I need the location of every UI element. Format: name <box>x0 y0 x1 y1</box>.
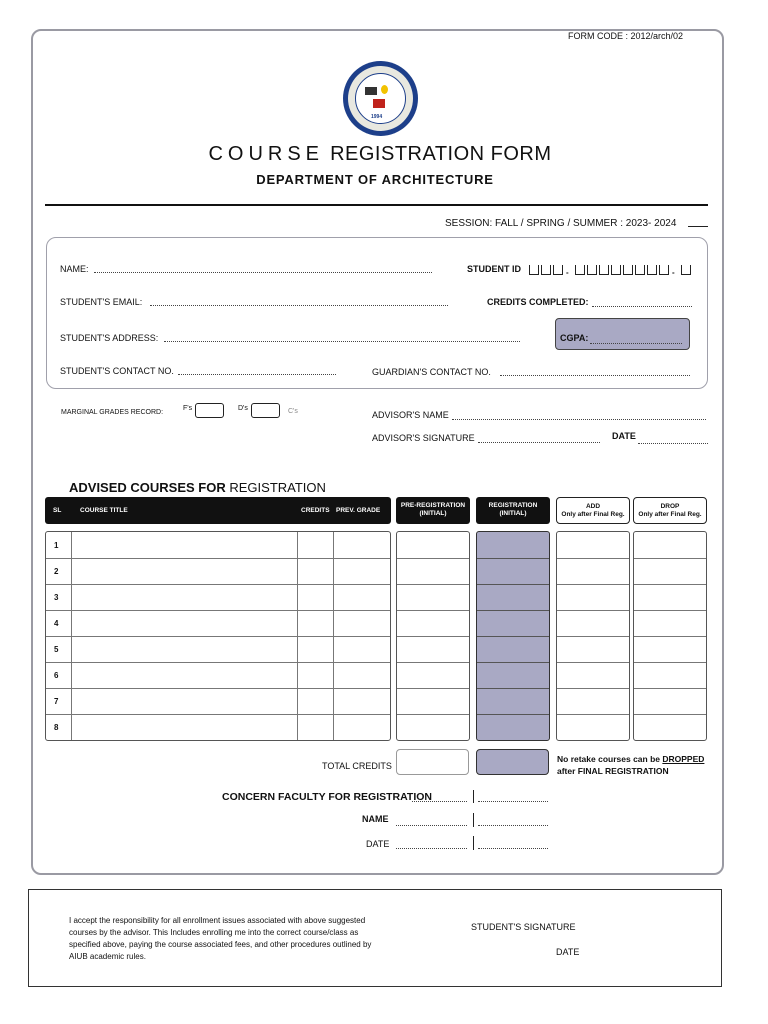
header-registration <box>476 497 550 524</box>
faculty-name-field-left[interactable] <box>396 825 467 826</box>
header-drop-title: DROP <box>660 503 680 510</box>
header-drop <box>633 497 707 524</box>
department-name: DEPARTMENT OF ARCHITECTURE <box>256 172 494 187</box>
faculty-field-left[interactable] <box>412 801 467 802</box>
session-label: SESSION: FALL / SPRING / SUMMER : 2023- 2024 <box>445 218 677 229</box>
total-credits-label: TOTAL CREDITS <box>322 761 392 771</box>
registration-column[interactable] <box>476 531 550 741</box>
f-grades-label: F's <box>183 405 193 412</box>
header-pre-registration-title: PRE-REGISTRATION <box>400 502 466 509</box>
advisor-date-field[interactable] <box>638 443 708 444</box>
row-number: 1 <box>54 541 59 550</box>
credits-completed-label: CREDITS COMPLETED: <box>487 297 589 307</box>
address-field[interactable] <box>164 341 520 342</box>
logo-year: 1994 <box>371 114 383 120</box>
advised-courses-heading <box>69 480 326 495</box>
row-number: 3 <box>54 593 59 602</box>
header-registration-title: REGISTRATION <box>488 502 538 509</box>
header-credits: CREDITS <box>301 507 330 514</box>
course-table-header <box>45 497 391 524</box>
advised-heading-bold: ADVISED COURSES FOR <box>69 480 226 495</box>
student-date-label: DATE <box>556 947 580 957</box>
advisor-date-label: DATE <box>612 431 636 441</box>
row-number: 6 <box>54 671 59 680</box>
retake-note-prefix: No retake courses can be <box>557 754 660 764</box>
contact-field[interactable] <box>178 374 336 375</box>
retake-note-emph: DROPPED <box>662 754 705 764</box>
advised-heading-normal: REGISTRATION <box>229 480 326 495</box>
row-number: 5 <box>54 645 59 654</box>
d-grades-label: D's <box>238 405 248 412</box>
university-logo <box>343 61 418 136</box>
session-underline <box>688 226 708 227</box>
c-grades-label: C's <box>288 408 298 415</box>
header-add-title: ADD <box>585 503 601 510</box>
pre-registration-column[interactable] <box>396 531 470 741</box>
guardian-contact-field[interactable] <box>500 375 690 376</box>
cgpa-field[interactable] <box>590 343 682 344</box>
form-code: FORM CODE : 2012/arch/02 <box>562 31 689 41</box>
row-number: 7 <box>54 697 59 706</box>
advisor-signature-label: ADVISOR'S SIGNATURE <box>372 433 475 443</box>
contact-label: STUDENT'S CONTACT NO. <box>60 366 174 376</box>
row-number: 8 <box>54 723 59 732</box>
header-divider <box>45 204 708 206</box>
marginal-grades-label: MARGINAL GRADES RECORD: <box>61 409 164 416</box>
row-number: 2 <box>54 567 59 576</box>
student-signature-label: STUDENT'S SIGNATURE <box>471 922 576 932</box>
advisor-name-label: ADVISOR'S NAME <box>372 410 449 420</box>
book-icon <box>365 87 377 95</box>
faculty-date-field-left[interactable] <box>396 848 467 849</box>
bulb-icon <box>381 85 388 94</box>
header-add-sub: Only after Final Reg. <box>561 511 625 518</box>
header-course-title: COURSE TITLE <box>80 507 128 514</box>
header-pre-registration <box>396 497 470 524</box>
retake-note-line2: after FINAL REGISTRATION <box>557 766 669 776</box>
course-table-body[interactable] <box>45 531 391 741</box>
header-prev-grade: PREV. GRADE <box>336 507 381 514</box>
form-title-rest: REGISTRATION FORM <box>330 143 552 165</box>
faculty-heading: CONCERN FACULTY FOR REGISTRATION <box>222 791 432 803</box>
d-grades-box[interactable] <box>251 403 280 418</box>
credits-completed-field[interactable] <box>592 306 692 307</box>
declaration-text: I accept the responsibility for all enrollment issues associated with above suggested courses by the advisor. This Includes enrolling me into the correct course/class as specified above, paying the course associated fees, and other procedures outlined by AIUB academic rules. <box>69 916 372 961</box>
name-label: NAME: <box>60 264 89 274</box>
form-title-spaced: COURSE <box>208 143 325 165</box>
header-drop-sub: Only after Final Reg. <box>638 511 702 518</box>
address-label: STUDENT'S ADDRESS: <box>60 333 159 343</box>
total-pre-registration-box[interactable] <box>396 749 469 775</box>
form-title <box>0 143 760 166</box>
faculty-field-right[interactable] <box>478 801 548 802</box>
header-registration-sub: (INITIAL) <box>499 510 527 517</box>
row-number: 4 <box>54 619 59 628</box>
total-registration-box[interactable] <box>476 749 549 775</box>
add-column[interactable] <box>556 531 630 741</box>
name-field[interactable] <box>94 272 432 273</box>
f-grades-box[interactable] <box>195 403 224 418</box>
email-label: STUDENT'S EMAIL: <box>60 297 143 307</box>
advisor-signature-field[interactable] <box>478 442 600 443</box>
faculty-date-field-right[interactable] <box>478 848 548 849</box>
retake-note <box>557 753 704 777</box>
faculty-name-field-right[interactable] <box>478 825 548 826</box>
header-pre-registration-sub: (INITIAL) <box>419 510 447 517</box>
student-id-label: STUDENT ID <box>467 264 521 274</box>
advisor-name-field[interactable] <box>452 419 706 420</box>
email-field[interactable] <box>150 305 448 306</box>
faculty-date-label: DATE <box>366 839 390 849</box>
computer-icon <box>373 99 385 108</box>
header-add <box>556 497 630 524</box>
faculty-name-label: NAME <box>362 814 389 824</box>
drop-column[interactable] <box>633 531 707 741</box>
header-sl: SL <box>53 507 62 514</box>
cgpa-label: CGPA: <box>560 333 589 343</box>
guardian-contact-label: GUARDIAN'S CONTACT NO. <box>372 367 491 377</box>
